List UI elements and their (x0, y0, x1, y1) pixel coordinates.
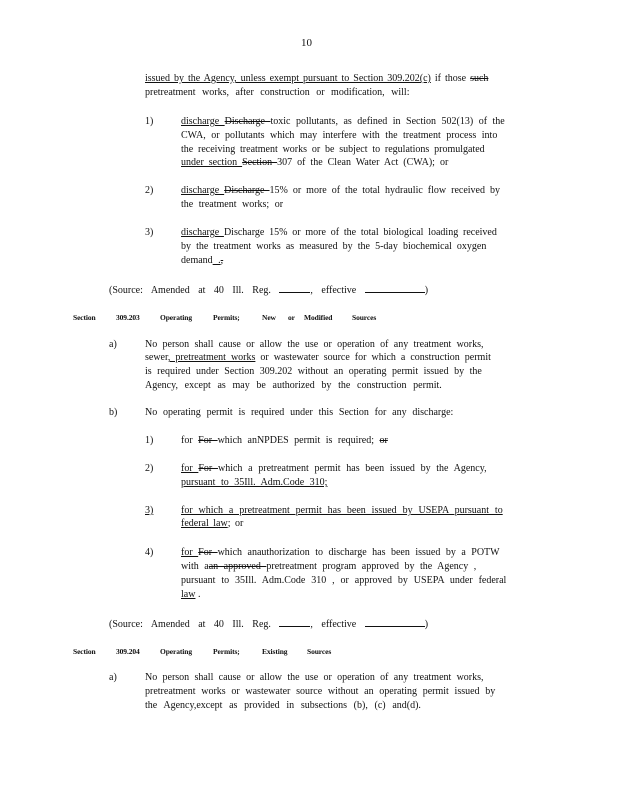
list1-num-2: 2) (145, 185, 154, 196)
list2-1-for: for (181, 435, 199, 446)
section-2-word-2: Permits; (213, 647, 240, 656)
para-a-1-line-1: No person shall cause or allow the use or operation of any treatment works, (145, 339, 484, 350)
list2-item-1-line-1 (181, 435, 388, 447)
list1-1-l4-del: Section (242, 157, 278, 168)
para-b-label: b) (109, 407, 118, 418)
list1-1-del: Discharge (224, 116, 271, 127)
intro-line-1c: such (470, 73, 489, 84)
list2-3-federal-law: federal law (181, 518, 228, 529)
list2-item-3-line-2 (181, 518, 243, 530)
list1-3-period: . (212, 255, 221, 266)
list2-1-del: For (198, 435, 218, 446)
list1-2-del: Discharge (224, 185, 270, 196)
section-1-word-4: or (288, 313, 295, 322)
intro-line-1a: issued by the Agency, unless exempt pursuant to Section 309.202(c) (145, 73, 431, 84)
list2-item-4-line-3: pursuant to 35Ill. Adm.Code 310 , or approved by USEPA under federal (181, 575, 507, 586)
source-2-effective: , effective (310, 619, 357, 630)
section-2-word-3: Existing (262, 647, 288, 656)
list2-num-1: 1) (145, 435, 154, 446)
list1-3-demand: demand (181, 255, 213, 266)
list2-3-or: ; or (227, 518, 244, 529)
list1-item-2-line-1 (181, 185, 500, 197)
section-1-label: Section (73, 313, 96, 322)
list1-item-1-line-1 (181, 116, 505, 128)
list2-num-4: 4) (145, 547, 154, 558)
list2-4-approved-del: an approved (208, 561, 267, 572)
para-a-1-rest: or wastewater source for which a construction permit (255, 352, 491, 363)
list2-num-2: 2) (145, 463, 154, 474)
intro-line-1 (145, 73, 488, 85)
section-2-label: Section (73, 647, 96, 656)
section-2-word-1: Operating (160, 647, 193, 656)
list1-3-comma: , (220, 255, 224, 266)
section-1-word-2: Permits; (213, 313, 240, 322)
section-1-word-5: Modified (304, 313, 333, 322)
para-a-1-line-4: Agency, except as may be authorized by the construction permit. (145, 380, 442, 391)
list2-item-2-line-1 (181, 463, 487, 475)
para-a-1-line-2 (145, 352, 491, 364)
list2-4-rest-2: pretreatment program approved by the Agency , (266, 561, 477, 572)
list1-3-rest: Discharge 15% or more of the total biological loading received (223, 227, 497, 238)
list1-1-l4-ins: under section (181, 157, 243, 168)
source-2-date-blank (365, 617, 425, 627)
page-number: 10 (301, 37, 312, 49)
section-1-word-1: Operating (160, 313, 193, 322)
list1-2-ins: discharge (181, 185, 225, 196)
list2-1-rest: which anNPDES permit is required; (217, 435, 380, 446)
list1-item-3-line-2: by the treatment works as measured by the 5-day biochemical oxygen (181, 241, 487, 252)
list1-item-3-line-3 (181, 255, 223, 267)
section-1-number: 309.203 (116, 313, 140, 322)
intro-line-1b: if those (430, 73, 471, 84)
list1-item-1-line-2: CWA, or pollutants which may interfere with the treatment process into (181, 130, 498, 141)
list2-4-with-a: with a (181, 561, 209, 572)
list1-item-3-line-1 (181, 227, 497, 239)
list2-4-period: . (195, 589, 201, 600)
list2-4-ins: for (181, 547, 199, 558)
source-1-reg-blank (279, 283, 310, 293)
section-2-word-4: Sources (307, 647, 332, 656)
source-note-1: (Source: Amended at 40 Ill. Reg. , effective ) (109, 285, 429, 296)
list1-item-2-line-2: the treatment works; or (181, 199, 284, 210)
para-a-2-line-1: No person shall cause or allow the use or operation of any treatment works, (145, 672, 484, 683)
list2-item-2-line-2: pursuant to 35Ill. Adm.Code 310; (181, 477, 328, 488)
list1-num-3: 3) (145, 227, 154, 238)
list1-3-ins: discharge (181, 227, 224, 238)
list1-item-1-line-3: the receiving treatment works or be subject to regulations promulgated (181, 144, 485, 155)
source-2-text: (Source: Amended at 40 Ill. Reg. (109, 619, 271, 630)
list2-num-3: 3) (145, 505, 154, 516)
list1-1-ins: discharge (181, 116, 225, 127)
list1-item-1-line-4 (181, 157, 448, 169)
list1-num-1: 1) (145, 116, 154, 127)
list2-4-del: For (198, 547, 218, 558)
para-a-2-label: a) (109, 672, 117, 683)
intro-line-2: pretreatment works, after construction or modification, will: (145, 87, 410, 98)
list2-item-4-line-4 (181, 589, 200, 601)
para-a-2-line-2: pretreatment works or wastewater source without an operating permit issued by (145, 686, 496, 697)
list2-2-ins: for (181, 463, 199, 474)
list2-2-rest: which a pretreatment permit has been issued by the Agency, (217, 463, 487, 474)
source-note-2: (Source: Amended at 40 Ill. Reg. , effective ) (109, 619, 429, 630)
list2-2-del: For (198, 463, 218, 474)
list2-4-law: law (181, 589, 196, 600)
source-1-text: (Source: Amended at 40 Ill. Reg. (109, 285, 271, 296)
list2-1-or-del: or (379, 435, 388, 446)
list1-2-rest: 15% or more of the total hydraulic flow received by (269, 185, 500, 196)
list2-item-3-line-1: for which a pretreatment permit has been issued by USEPA pursuant to (181, 505, 503, 516)
para-a-1-sewer: sewer (145, 352, 168, 363)
section-2-number: 309.204 (116, 647, 140, 656)
para-b-text: No operating permit is required under this Section for any discharge: (145, 407, 454, 418)
para-a-1-label: a) (109, 339, 117, 350)
source-2-reg-blank (279, 617, 310, 627)
list2-4-rest: which anauthorization to discharge has been issued by a POTW (217, 547, 500, 558)
para-a-1-pretreatment: , pretreatment works (167, 352, 256, 363)
list2-item-4-line-2 (181, 561, 476, 573)
list1-1-rest: toxic pollutants, as defined in Section 502(13) of the (270, 116, 505, 127)
section-1-word-6: Sources (352, 313, 377, 322)
section-1-word-3: New (262, 313, 276, 322)
para-a-2-line-3: the Agency,except as provided in subsections (b), (c) and(d). (145, 700, 421, 711)
list1-1-l4-rest: 307 of the Clean Water Act (CWA); or (277, 157, 449, 168)
para-a-1-line-3: is required under Section 309.202 without an operating permit issued by the (145, 366, 482, 377)
source-1-date-blank (365, 283, 425, 293)
source-1-effective: , effective (310, 285, 357, 296)
list2-item-4-line-1 (181, 547, 500, 559)
